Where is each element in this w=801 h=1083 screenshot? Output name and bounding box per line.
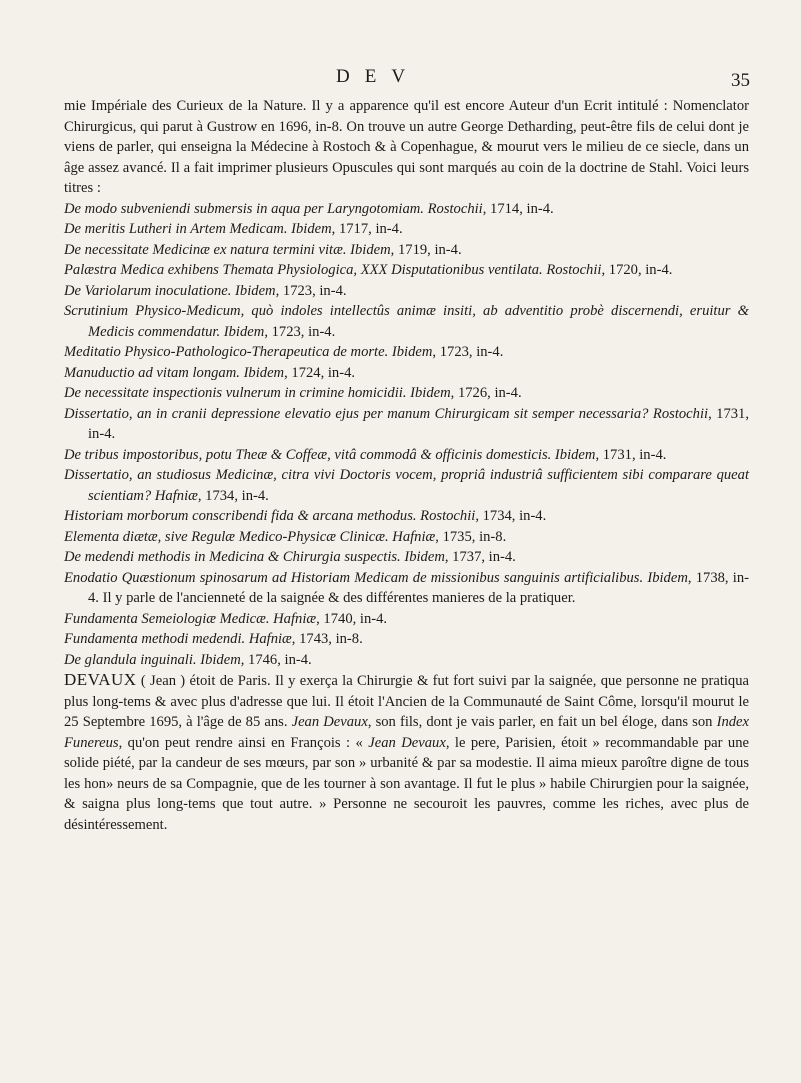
work-title: De modo subveniendi submersis in aqua per Laryngotomiam. Rostochii <box>64 200 483 217</box>
work-details: , 1723, in-4. <box>432 344 504 360</box>
work-entry <box>64 342 749 363</box>
work-title: De medendi methodis in Medicina & Chirurgia suspectis. Ibidem <box>64 549 445 565</box>
work-entry <box>64 506 749 527</box>
work-title: Historiam morborum conscribendi fida & arcana methodus. Rostochii <box>64 508 476 524</box>
work-entry <box>64 281 749 302</box>
work-title: Fundamenta Semeiologiæ Medicæ. Hafniæ <box>64 610 317 627</box>
devaux-text: , qu'on peut rendre ainsi en François : « <box>118 734 369 751</box>
devaux-name-italic: Jean Devaux <box>291 714 368 730</box>
work-entry <box>64 527 749 548</box>
work-details: , 1731, in-4. <box>88 405 749 442</box>
work-entry <box>64 240 749 261</box>
work-entry <box>64 547 749 568</box>
work-details: , 1719, in-4. <box>390 241 462 258</box>
work-title: Manuductio ad vitam longam. Ibidem <box>64 364 285 381</box>
work-details: , 1714, in-4. <box>482 200 554 217</box>
body-text <box>64 96 749 835</box>
work-title: Enodatio Quæstionum spinosarum ad Historiam Medicam de missionibus sanguinis artificialibus. Ibidem <box>64 569 688 586</box>
devaux-quote: , le pere, Parisien, étoit » recommandable par une solide piété, par la candeur de ses mœurs, par son » urbanité & par sa modestie. Il aima mieux paroître digne de tous les hon» neurs de sa Compagnie, que de les tourner à son avantage. Il fut le plus » habile Chirurgien pour la saignée, & saigna plus long-tems que tout autre. » Personne ne secouroit les pauvres, comme les riches, avec plus de désintéressement. <box>64 734 749 833</box>
work-entry <box>64 199 749 220</box>
work-title: Fundamenta methodi medendi. Hafniæ <box>64 631 292 647</box>
work-entry <box>64 465 749 506</box>
work-details: , 1734, in-4. <box>475 508 547 524</box>
work-entry <box>64 629 749 650</box>
work-details: , 1740, in-4. <box>316 610 388 627</box>
work-title: De meritis Lutheri in Artem Medicam. Ibidem <box>64 221 332 237</box>
devaux-text: ( Jean ) étoit de Paris. Il y exerça la Chirurgie & fut fort suivi par la saignée, que personne ne pratiqua plus long-tems & avec plus d'adresse que lui. Il étoit l'Ancien de la Communauté de Saint Côme, lorsqu'il mourut le 25 Septembre 1695, à l'âge de 85 ans. <box>64 673 749 730</box>
work-title: Elementa diætæ, sive Regulæ Medico-Physicæ Clinicæ. Hafniæ <box>64 528 436 545</box>
work-title: Scrutinium Physico-Medicum, quò indoles intellectûs animæ insiti, ab adventitio probè discernendi, eruitur & Medicis commendatur. Ibidem <box>64 303 749 340</box>
devaux-name-italic: Jean Devaux <box>368 734 446 751</box>
work-details: , 1726, in-4. <box>450 385 522 401</box>
work-details: , 1746, in-4. <box>240 651 312 668</box>
work-details: , 1720, in-4. <box>601 262 673 278</box>
work-details: , 1737, in-4. <box>444 549 516 565</box>
work-details: , 1735, in-8. <box>435 528 507 545</box>
work-title: De Variolarum inoculatione. Ibidem <box>64 282 276 299</box>
work-details: , 1723, in-4. <box>275 282 347 299</box>
entry-headword: DEVAUX <box>64 670 137 689</box>
work-details: , 1734, in-4. <box>197 487 269 504</box>
running-head-title: DEV <box>336 66 421 87</box>
work-title: De glandula inguinali. Ibidem <box>64 651 241 668</box>
work-title: Dissertatio, an studiosus Medicinæ, citra vivi Doctoris vocem, propriâ industriâ sufficientem sibi comparare queat scientiam? Hafniæ <box>64 467 749 504</box>
work-title: De necessitate inspectionis vulnerum in crimine homicidii. Ibidem <box>64 385 451 401</box>
work-details: , 1723, in-4. <box>264 323 336 340</box>
work-details: , 1738, in-4. Il y parle de l'ancienneté de la saignée & des différentes manieres de la pratiquer. <box>88 569 749 606</box>
work-details: , 1743, in-8. <box>291 631 363 647</box>
devaux-text: , son fils, dont je vais parler, en fait un bel éloge, dans son <box>367 714 717 730</box>
intro-paragraph: mie Impériale des Curieux de la Nature. Il y a apparence qu'il est encore Auteur d'un Ecrit intitulé : Nomenclator Chirurgicus, qui parut à Gustrow en 1696, in-8. On trouve un autre George Detharding, peut-être fils de celui dont je viens de parler, qui enseigna la Médecine à Rostoch & à Copenhague, & mourut vers le milieu de ce siecle, dans un âge assez avancé. Il a fait imprimer plusieurs Opuscules qui sont marqués au coin de la doctrine de Stahl. Voici leurs titres : <box>64 98 749 196</box>
work-entry <box>64 568 749 609</box>
work-entry <box>64 383 749 404</box>
work-entry <box>64 609 749 630</box>
work-entry <box>64 404 749 445</box>
work-entry <box>64 301 749 342</box>
work-entry <box>64 260 749 281</box>
devaux-entry <box>64 670 749 835</box>
work-details: , 1717, in-4. <box>331 221 403 237</box>
running-head <box>0 66 801 92</box>
page-number: 35 <box>731 70 750 91</box>
work-entry <box>64 363 749 384</box>
work-details: , 1731, in-4. <box>595 446 667 463</box>
work-entry <box>64 445 749 466</box>
works-list <box>64 199 749 671</box>
work-title: Meditatio Physico-Pathologico-Therapeutica de morte. Ibidem <box>64 344 433 360</box>
work-entry <box>64 219 749 240</box>
work-title: De tribus impostoribus, potu Theæ & Coffeæ, vitâ commodâ & officinis domesticis. Ibidem <box>64 446 596 463</box>
work-entry <box>64 650 749 671</box>
index-funereus-title: Index Funereus <box>64 714 749 751</box>
work-details: , 1724, in-4. <box>284 364 356 381</box>
work-title: Palæstra Medica exhibens Themata Physiologica, XXX Disputationibus ventilata. Rostochii <box>64 262 602 278</box>
work-title: Dissertatio, an in cranii depressione elevatio ejus per manum Chirurgicam sit semper necessaria? Rostochii <box>64 405 709 422</box>
work-title: De necessitate Medicinæ ex natura termini vitæ. Ibidem <box>64 241 391 258</box>
